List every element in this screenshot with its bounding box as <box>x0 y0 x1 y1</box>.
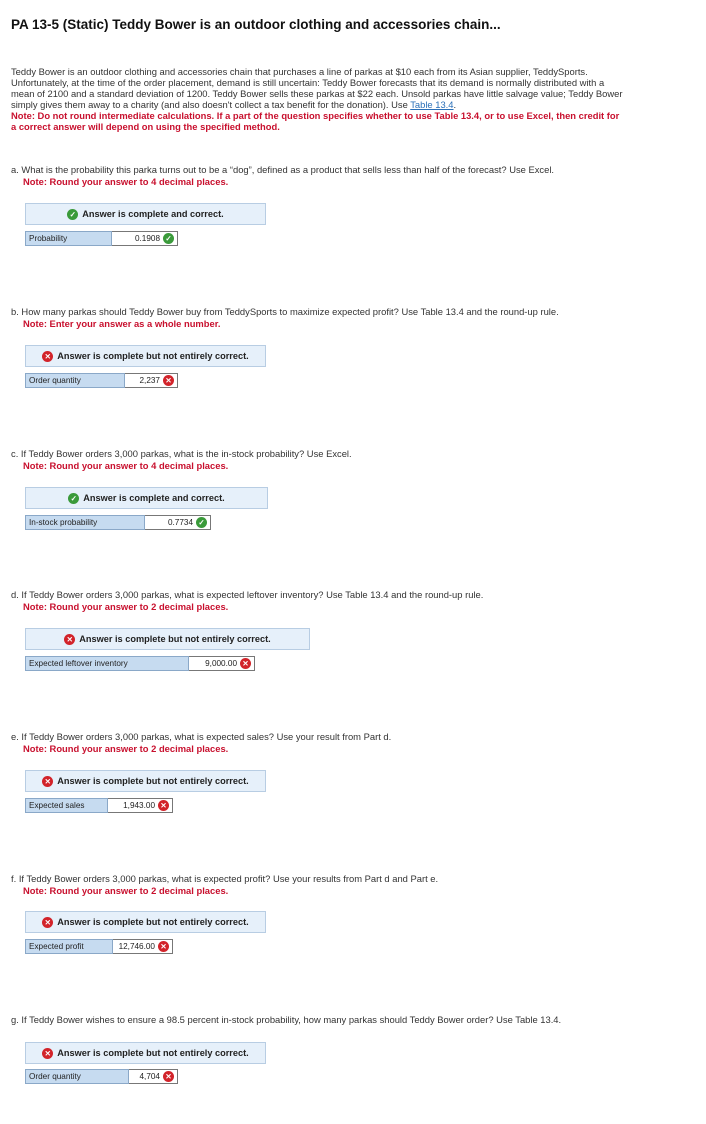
answer-b-label: Order quantity <box>25 373 125 388</box>
answer-c-row <box>25 515 211 530</box>
question-c <box>11 448 671 471</box>
x-circle-icon: ✕ <box>42 917 53 928</box>
answer-b-status <box>25 345 266 367</box>
question-d-text: d. If Teddy Bower orders 3,000 parkas, what is expected leftover inventory? Use Table 13.4 and the round-up rule. <box>11 589 484 600</box>
instruction-note: Note: Do not round intermediate calculations. If a part of the question specifies whether to use Table 13.4, or to use Excel, then credit for a correct answer will depend on using the specified method. <box>11 109 620 132</box>
answer-a-label: Probability <box>25 231 112 246</box>
table-13-4-link[interactable]: Table 13.4 <box>410 98 454 110</box>
question-a-note: Note: Round your answer to 4 decimal places. <box>23 175 229 187</box>
answer-e-label: Expected sales <box>25 798 108 813</box>
answer-d-status <box>25 628 310 650</box>
answer-g-field[interactable] <box>129 1069 178 1084</box>
x-circle-icon: ✕ <box>42 776 53 787</box>
answer-f-status <box>25 911 266 933</box>
question-e <box>11 731 671 754</box>
x-circle-icon: ✕ <box>158 941 169 952</box>
question-f-note: Note: Round your answer to 2 decimal places. <box>23 884 229 896</box>
x-circle-icon: ✕ <box>42 351 53 362</box>
answer-g-status-text: Answer is complete but not entirely correct. <box>57 1048 249 1058</box>
question-d-note: Note: Round your answer to 2 decimal places. <box>23 600 229 612</box>
answer-a-status-text: Answer is complete and correct. <box>82 209 224 219</box>
answer-a-field[interactable] <box>112 231 178 246</box>
answer-c-field[interactable] <box>145 515 211 530</box>
question-g <box>11 1014 671 1026</box>
x-circle-icon: ✕ <box>240 658 251 669</box>
question-e-note: Note: Round your answer to 2 decimal places. <box>23 742 229 754</box>
answer-e-status <box>25 770 266 792</box>
answer-a-status <box>25 203 266 225</box>
check-circle-icon: ✓ <box>67 209 78 220</box>
problem-statement <box>11 67 626 132</box>
answer-a-row <box>25 231 178 246</box>
answer-g-value: 4,704 <box>139 1072 160 1081</box>
answer-f-field[interactable] <box>113 939 173 954</box>
problem-text-suffix: . <box>453 98 457 110</box>
check-circle-icon: ✓ <box>68 493 79 504</box>
x-circle-icon: ✕ <box>163 375 174 386</box>
answer-f-label: Expected profit <box>25 939 113 954</box>
question-f-text: f. If Teddy Bower orders 3,000 parkas, what is expected profit? Use your results from Part d and Part e. <box>11 873 439 884</box>
answer-d-label: Expected leftover inventory <box>25 656 189 671</box>
answer-g-status <box>25 1042 266 1064</box>
answer-d-row <box>25 656 255 671</box>
answer-c-value: 0.7734 <box>167 518 193 527</box>
answer-b-value: 2,237 <box>139 376 160 385</box>
question-b <box>11 306 671 329</box>
answer-b-field[interactable] <box>125 373 178 388</box>
question-c-text: c. If Teddy Bower orders 3,000 parkas, what is the in-stock probability? Use Excel. <box>11 448 352 459</box>
question-b-text: b. How many parkas should Teddy Bower buy from TeddySports to maximize expected profit? Use Table 13.4 and the round-up rule. <box>11 306 559 317</box>
question-d <box>11 589 671 612</box>
answer-f-row <box>25 939 173 954</box>
check-circle-icon: ✓ <box>163 233 174 244</box>
page-title: PA 13-5 (Static) Teddy Bower is an outdoor clothing and accessories chain... <box>11 17 501 32</box>
answer-f-value: 12,746.00 <box>118 942 155 951</box>
answer-d-field[interactable] <box>189 656 255 671</box>
answer-f-status-text: Answer is complete but not entirely correct. <box>57 917 249 927</box>
answer-g-label: Order quantity <box>25 1069 129 1084</box>
answer-c-status-text: Answer is complete and correct. <box>83 493 225 503</box>
answer-e-field[interactable] <box>108 798 173 813</box>
answer-b-row <box>25 373 178 388</box>
x-circle-icon: ✕ <box>158 800 169 811</box>
answer-e-value: 1,943.00 <box>123 801 155 810</box>
question-a-text: a. What is the probability this parka turns out to be a “dog”, defined as a product that sells less than half of the forecast? Use Excel. <box>11 164 555 175</box>
x-circle-icon: ✕ <box>163 1071 174 1082</box>
answer-b-status-text: Answer is complete but not entirely correct. <box>57 351 249 361</box>
question-c-note: Note: Round your answer to 4 decimal places. <box>23 459 229 471</box>
question-a <box>11 164 671 187</box>
check-circle-icon: ✓ <box>196 517 207 528</box>
answer-d-status-text: Answer is complete but not entirely correct. <box>79 634 271 644</box>
answer-c-status <box>25 487 268 509</box>
question-b-note: Note: Enter your answer as a whole number. <box>23 317 221 329</box>
problem-text: Teddy Bower is an outdoor clothing and accessories chain that purchases a line of parkas at $10 each from its Asian supplier, TeddySports. Unfortunately, at the time of the order placement, demand is still uncertain: Teddy Bower forecasts that its demand is normally distributed with a mean of 2100 and a standard deviation of 1200. Teddy Bower sells these parkas at $22 each. Unsold parkas have little salvage value; Teddy Bower simply gives them away to a charity (and also doesn't collect a tax benefit for the donation). Use <box>11 66 623 110</box>
x-circle-icon: ✕ <box>42 1048 53 1059</box>
answer-e-status-text: Answer is complete but not entirely correct. <box>57 776 249 786</box>
question-g-text: g. If Teddy Bower wishes to ensure a 98.5 percent in-stock probability, how many parkas should Teddy Bower order? Use Table 13.4. <box>11 1014 562 1025</box>
answer-e-row <box>25 798 173 813</box>
answer-a-value: 0.1908 <box>134 234 160 243</box>
answer-d-value: 9,000.00 <box>205 659 237 668</box>
question-f <box>11 873 671 896</box>
answer-g-row <box>25 1069 178 1084</box>
question-e-text: e. If Teddy Bower orders 3,000 parkas, what is expected sales? Use your result from Part d. <box>11 731 392 742</box>
x-circle-icon: ✕ <box>64 634 75 645</box>
answer-c-label: In-stock probability <box>25 515 145 530</box>
